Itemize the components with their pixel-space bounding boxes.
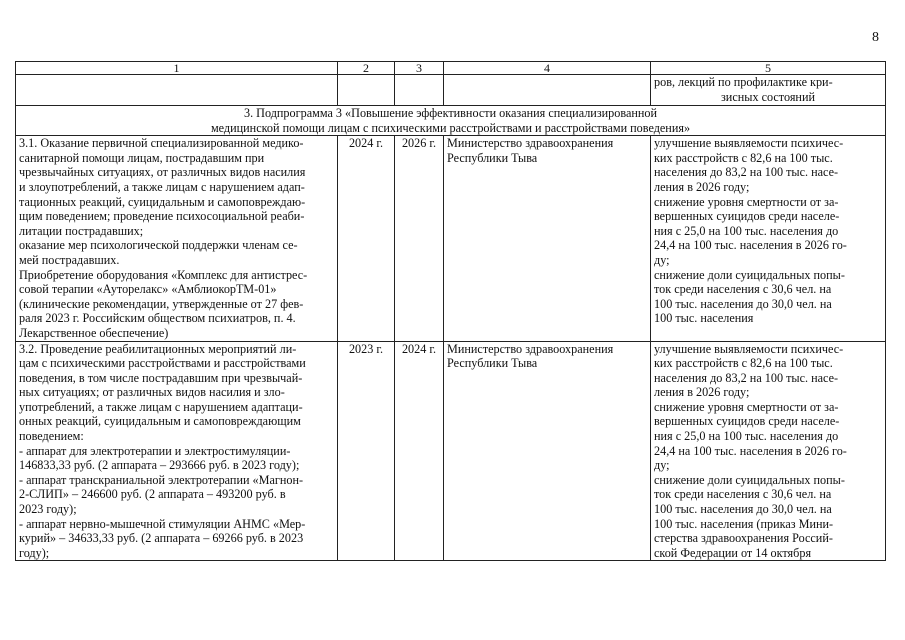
- page-number: 8: [872, 30, 879, 45]
- continuation-row: [16, 75, 886, 106]
- header-col-5: 5: [651, 62, 886, 75]
- table-row: [16, 341, 886, 561]
- row-description: 3.2. Проведение реабилитационных мероприятий ли- цам с психическими расстройствами и расстройствами поведения, в том числе пострадавшим при чрезвычай- ных ситуациях; от различных видов насилия и зло- употреблений, а также лицам с нарушением адаптаци- онных реакций, суицидальным и самоповреждающим поведением: - аппарат для электротерапии и электростимуляции- 146833,33 руб. (2 аппарата – 293666 руб. в 2023 году); - аппарат транскраниальной электротерапии «Магнон- 2-СЛИП» – 246600 руб. (2 аппарата – 493200 руб. в 2023 году); - аппарат нервно-мышечной стимуляции АНМС «Мер- курий» – 34633,33 руб. (2 аппарата – 69266 руб. в 2023 году);: [16, 341, 338, 561]
- table-row: [16, 136, 886, 341]
- header-col-3: 3: [395, 62, 444, 75]
- continuation-result: ров, лекций по профилактике кри- зисных состояний: [651, 75, 886, 106]
- row-end-year: 2024 г.: [395, 341, 444, 561]
- section-title: 3. Подпрограмма 3 «Повышение эффективности оказания специализированной медицинской помощи лицам с психическими расстройствами и расстройствами поведения»: [16, 106, 886, 136]
- row-end-year: 2026 г.: [395, 136, 444, 341]
- section-title-row: [16, 106, 886, 136]
- row-start-year: 2024 г.: [338, 136, 395, 341]
- header-col-2: 2: [338, 62, 395, 75]
- row-result: улучшение выявляемости психичес- ких расстройств с 82,6 на 100 тыс. населения до 83,2 на 100 тыс. насе- ления в 2026 году; снижение уровня смертности от за- вершенных суицидов среди населе- ния с 25,0 на 100 тыс. населения до 24,4 на 100 тыс. населения в 2026 го- ду; снижение доли суицидальных попы- ток среди населения с 30,6 чел. на 100 тыс. населения до 30,0 чел. на 100 тыс. населения (приказ Мини- стерства здравоохранения Россий- ской Федерации от 14 октября: [651, 341, 886, 561]
- row-description: 3.1. Оказание первичной специализированной медико- санитарной помощи лицам, пострадавшим при чрезвычайных ситуациях, от различных видов насилия и злоупотреблений, а также лицам с нарушением адап- тационных реакций, суицидальным и самоповреждаю- щим поведением; проведение психосоциальной реаби- литации пострадавших; оказание мер психологической поддержки членам се- мей пострадавших. Приобретение оборудования «Комплекс для антистрес- совой терапии «Ауторелакс» «АмблиокорТМ-01» (клинические рекомендации, утвержденные от 27 фев- раля 2023 г. Российским обществом психиатров, п. 4. Лекарственное обеспечение): [16, 136, 338, 341]
- header-col-4: 4: [444, 62, 651, 75]
- header-col-1: 1: [16, 62, 338, 75]
- program-table: [15, 61, 886, 561]
- row-result: улучшение выявляемости психичес- ких расстройств с 82,6 на 100 тыс. населения до 83,2 на 100 тыс. насе- ления в 2026 году; снижение уровня смертности от за- вершенных суицидов среди населе- ния с 25,0 на 100 тыс. населения до 24,4 на 100 тыс. населения в 2026 го- ду; снижение доли суицидальных попы- ток среди населения с 30,6 чел. на 100 тыс. населения до 30,0 чел. на 100 тыс. населения: [651, 136, 886, 341]
- row-executor: Министерство здравоохранения Республики Тыва: [444, 136, 651, 341]
- row-start-year: 2023 г.: [338, 341, 395, 561]
- table-header-row: [16, 62, 886, 75]
- row-executor: Министерство здравоохранения Республики Тыва: [444, 341, 651, 561]
